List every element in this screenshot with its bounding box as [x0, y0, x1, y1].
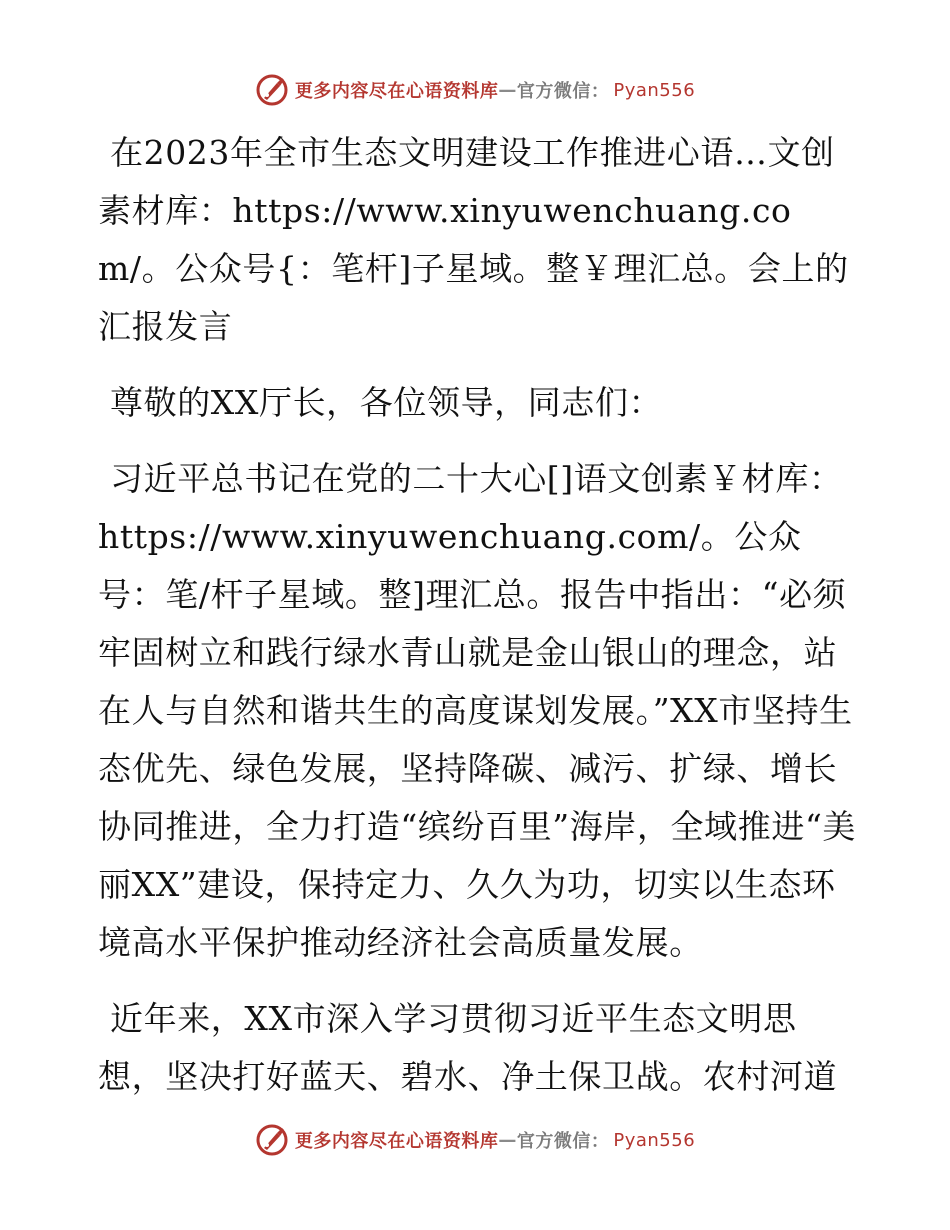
footer-banner [0, 1120, 950, 1160]
pen-logo-icon [255, 1123, 289, 1157]
banner-separator: — [498, 1129, 517, 1151]
banner-separator: — [498, 79, 517, 101]
salutation-paragraph: 尊敬的XX厅长，各位领导，同志们： [110, 383, 663, 422]
banner-official-label: 官方微信： [516, 1131, 610, 1152]
body-paragraph: 习近平总书记在党的二十大心[]语文创素￥材库：https://www.xinyuwenchuang.com/。公众号：笔/杆子星域。整]理汇总。报告中指出：“必须牢固树立和践行绿水青山就是金山银山的理念，站在人与自然和谐共生的高度谋划发展。”XX市坚持生态优先、绿色发展，坚持降碳、减污、扩绿、增长协同推进，全力打造“缤纷百里”海岸，全域推进“美丽XX”建设，保持定力、久久为功，切实以生态环境高水平保护推动经济社会高质量发展。 [98, 459, 857, 962]
banner-account: Pyan556 [613, 1129, 696, 1151]
title-paragraph: 在2023年全市生态文明建设工作推进心语…文创素材库：https://www.xinyuwenchuang.com/。公众号{：笔杆]子星域。整￥理汇总。会上的汇报发言 [98, 133, 849, 346]
header-banner [0, 70, 950, 110]
banner-official-label: 官方微信： [516, 81, 610, 102]
banner-account: Pyan556 [613, 79, 696, 101]
document-body [98, 124, 858, 1124]
banner-main-text: 更多内容尽在心语资料库 [294, 1131, 499, 1152]
pen-logo-icon [255, 73, 289, 107]
banner-main-text: 更多内容尽在心语资料库 [294, 81, 499, 102]
body-paragraph: 近年来，XX市深入学习贯彻习近平生态文明思想，坚决打好蓝天、碧水、净土保卫战。农村河道 [98, 999, 838, 1096]
